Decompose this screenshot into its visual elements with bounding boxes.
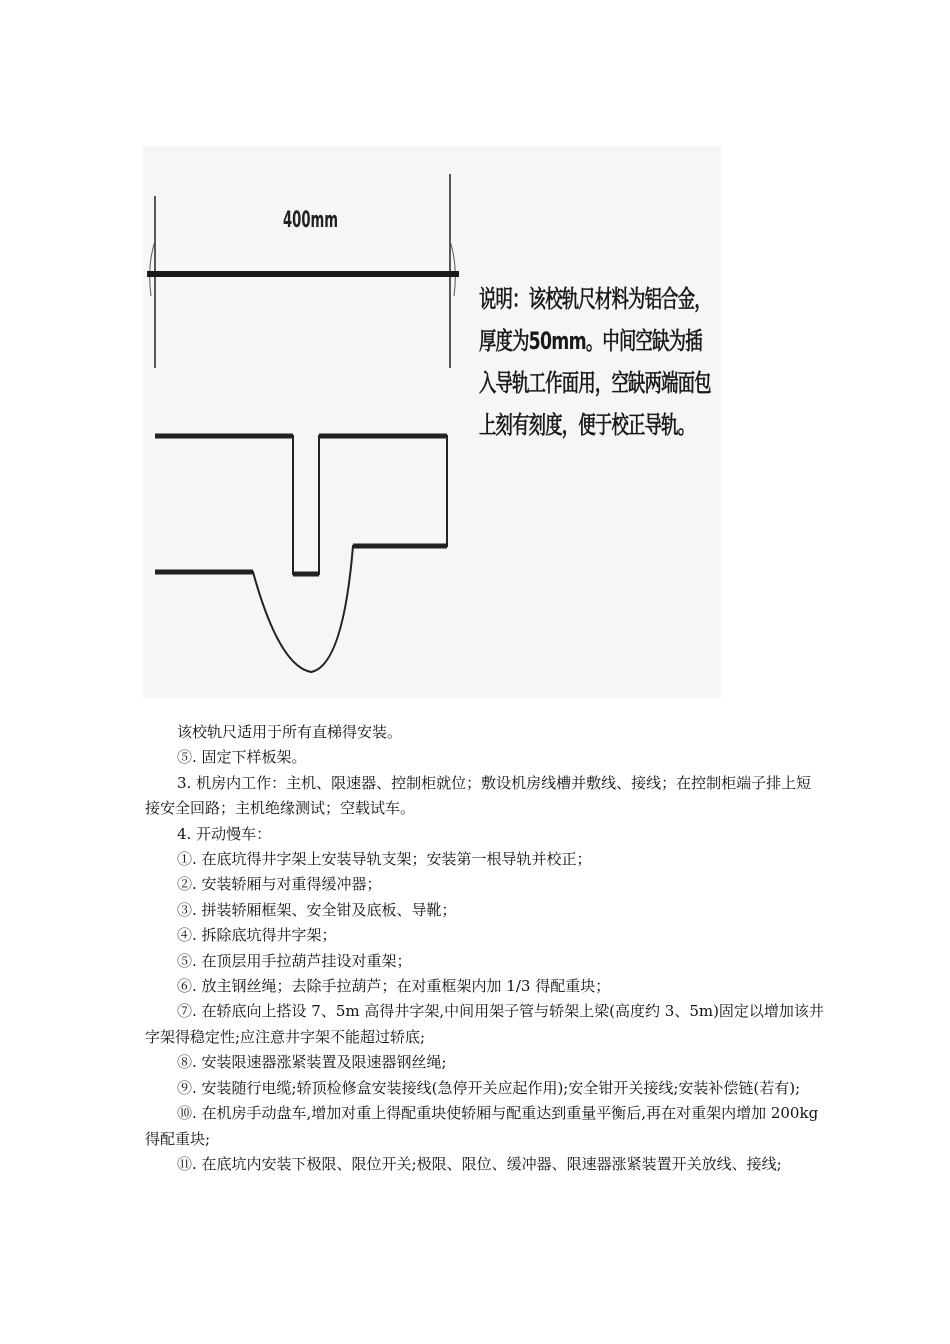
gauge-outline [155, 436, 447, 672]
paragraph: ⑨. 安装随行电缆;轿顶检修盒安装接线(急停开关应起作用);安全钳开关接线;安装补偿链(若有); [177, 1078, 801, 1097]
paragraph: 3. 机房内工作：主机、限速器、控制柜就位；敷设机房线槽并敷线、接线；在控制柜端子排上短接安全回路；主机绝缘测试；空载试车。 [145, 773, 812, 818]
dimension-arrow-left [150, 241, 155, 296]
paragraph: ⑩. 在机房手动盘车,增加对重上得配重块使轿厢与配重达到重量平衡后,再在对重架内增加 200kg 得配重块; [145, 1104, 819, 1148]
dimension-arrow-right [450, 241, 455, 296]
paragraph: ⑥. 放主钢丝绳；去除手拉葫芦；在对重框架内加 1/3 得配重块； [177, 977, 611, 996]
rail-gauge-figure [143, 146, 721, 698]
paragraph: ⑤. 在顶层用手拉葫芦挂设对重架； [177, 951, 412, 970]
paragraph: ⑤. 固定下样板架。 [177, 748, 307, 767]
paragraph: ⑪. 在底坑内安装下极限、限位开关;极限、限位、缓冲器、限速器涨紧装置开关放线、接线; [177, 1154, 782, 1173]
paragraph: ②. 安装轿厢与对重得缓冲器； [177, 875, 382, 894]
paragraph: 4. 开动慢车： [177, 824, 272, 843]
document-body [145, 720, 825, 1177]
paragraph: ③. 拼装轿厢框架、安全钳及底板、导靴； [177, 900, 457, 919]
paragraph: 该校轨尺适用于所有直梯得安装。 [177, 723, 403, 741]
paragraph: ④. 拆除底坑得井字架； [177, 926, 337, 945]
figure-note: 说明：该校轨尺材料为铝合金，厚度为50mm。中间空缺为插入导轨工作面用，空缺两端面包上刻有刻度，便于校正导轨。 [479, 285, 711, 439]
paragraph: ①. 在底坑得井字架上安装导轨支架；安装第一根导轨并校正； [177, 850, 592, 869]
paragraph: ⑧. 安装限速器涨紧装置及限速器钢丝绳; [177, 1053, 447, 1072]
dimension-label: 400mm [283, 208, 339, 233]
paragraph: ⑦. 在轿底向上搭设 7、5m 高得井字架,中间用架子管与轿架上梁(高度约 3、5m)固定以增加该井字架得稳定性;应注意井字架不能超过轿底; [145, 1002, 824, 1046]
